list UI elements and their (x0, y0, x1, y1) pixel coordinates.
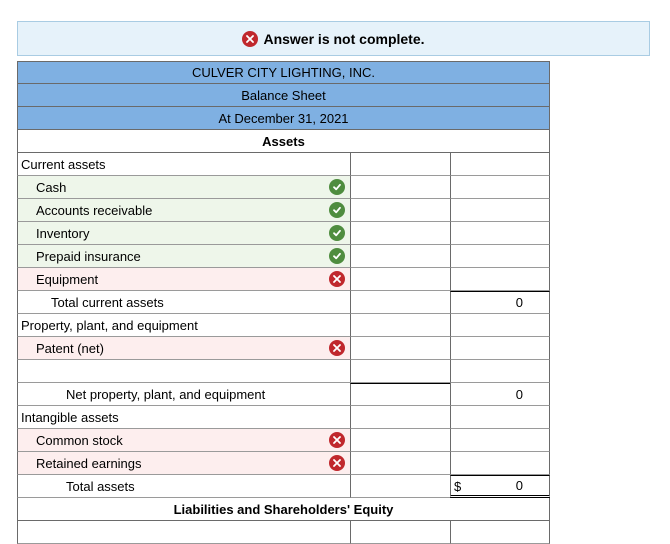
table-row (17, 176, 550, 199)
row-label-dropdown[interactable] (17, 452, 350, 475)
amount-input[interactable] (350, 406, 450, 429)
total-input[interactable] (450, 268, 550, 291)
row-label-dropdown[interactable] (17, 199, 350, 222)
amount-input[interactable] (350, 475, 450, 498)
total-input[interactable] (450, 314, 550, 337)
row-label-text: Current assets (21, 156, 106, 172)
row-label (17, 475, 350, 498)
row-label-dropdown[interactable] (17, 429, 350, 452)
table-row (17, 360, 550, 383)
net-ppe-value[interactable]: 0 (450, 383, 550, 406)
table-row (17, 268, 550, 291)
total-input[interactable] (450, 521, 550, 544)
check-icon (329, 225, 345, 241)
error-x-icon (329, 455, 345, 471)
row-label-text: Cash (36, 179, 67, 195)
amount-input[interactable] (350, 452, 450, 475)
row-label-text: Net property, plant, and equipment (66, 386, 266, 402)
amount-input[interactable] (350, 199, 450, 222)
company-name: CULVER CITY LIGHTING, INC. (17, 61, 550, 84)
check-icon (329, 179, 345, 195)
total-current-assets-value[interactable]: 0 (450, 291, 550, 314)
amount-input[interactable] (350, 268, 450, 291)
row-label-text: Common stock (36, 432, 123, 448)
liabilities-heading: Liabilities and Shareholders' Equity (17, 498, 550, 521)
row-label-dropdown[interactable] (17, 245, 350, 268)
total-assets-cell[interactable] (450, 475, 550, 498)
total-input[interactable] (450, 153, 550, 176)
total-input[interactable] (450, 429, 550, 452)
table-row (17, 521, 550, 544)
amount-input[interactable] (350, 337, 450, 360)
table-row (17, 383, 550, 406)
table-row (17, 452, 550, 475)
row-label (17, 383, 350, 406)
row-label-dropdown[interactable] (17, 268, 350, 291)
total-input[interactable] (450, 406, 550, 429)
table-row (17, 153, 550, 176)
total-input[interactable] (450, 337, 550, 360)
table-row (17, 314, 550, 337)
check-icon (329, 248, 345, 264)
row-label[interactable] (17, 314, 350, 337)
amount-input[interactable] (350, 314, 450, 337)
total-input[interactable] (450, 245, 550, 268)
balance-sheet-table (17, 61, 550, 544)
row-label-text: Retained earnings (36, 455, 142, 471)
amount-input[interactable] (350, 429, 450, 452)
table-row (17, 429, 550, 452)
table-row (17, 337, 550, 360)
amount-input[interactable] (350, 153, 450, 176)
currency-symbol: $ (454, 479, 462, 494)
row-label[interactable] (17, 406, 350, 429)
amount-input[interactable] (350, 521, 450, 544)
total-assets-value: 0 (515, 478, 523, 493)
row-label[interactable] (17, 521, 350, 544)
row-label-text: Property, plant, and equipment (21, 317, 198, 333)
table-row (17, 406, 550, 429)
amount-input[interactable] (350, 291, 450, 314)
total-input[interactable] (450, 360, 550, 383)
row-label-text: Total current assets (51, 294, 164, 310)
row-label[interactable] (17, 153, 350, 176)
row-label-dropdown[interactable] (17, 176, 350, 199)
error-x-icon (242, 31, 258, 47)
row-label-text: Patent (net) (36, 340, 104, 356)
row-label-text: Intangible assets (21, 409, 119, 425)
row-label (17, 291, 350, 314)
row-label-text: Prepaid insurance (36, 248, 141, 264)
banner-text: Answer is not complete. (263, 30, 425, 47)
statement-date: At December 31, 2021 (17, 107, 550, 130)
row-label-dropdown[interactable] (17, 337, 350, 360)
table-row (17, 475, 550, 498)
statement-title: Balance Sheet (17, 84, 550, 107)
row-label-text: Accounts receivable (36, 202, 153, 218)
answer-status-banner (17, 21, 650, 56)
error-x-icon (329, 271, 345, 287)
amount-input[interactable] (350, 360, 450, 383)
total-input[interactable] (450, 222, 550, 245)
error-x-icon (329, 340, 345, 356)
error-x-icon (329, 432, 345, 448)
row-label-dropdown[interactable] (17, 360, 350, 383)
assets-heading: Assets (17, 130, 550, 153)
amount-input[interactable] (350, 245, 450, 268)
total-input[interactable] (450, 452, 550, 475)
table-row (17, 245, 550, 268)
table-row (17, 222, 550, 245)
check-icon (329, 202, 345, 218)
row-label-text: Total assets (66, 478, 135, 494)
row-label-text: Equipment (36, 271, 99, 287)
row-label-dropdown[interactable] (17, 222, 350, 245)
total-input[interactable] (450, 199, 550, 222)
table-row (17, 199, 550, 222)
amount-input[interactable] (350, 176, 450, 199)
row-label-text: Inventory (36, 225, 90, 241)
amount-input[interactable] (350, 383, 450, 406)
total-input[interactable] (450, 176, 550, 199)
table-row (17, 291, 550, 314)
amount-input[interactable] (350, 222, 450, 245)
